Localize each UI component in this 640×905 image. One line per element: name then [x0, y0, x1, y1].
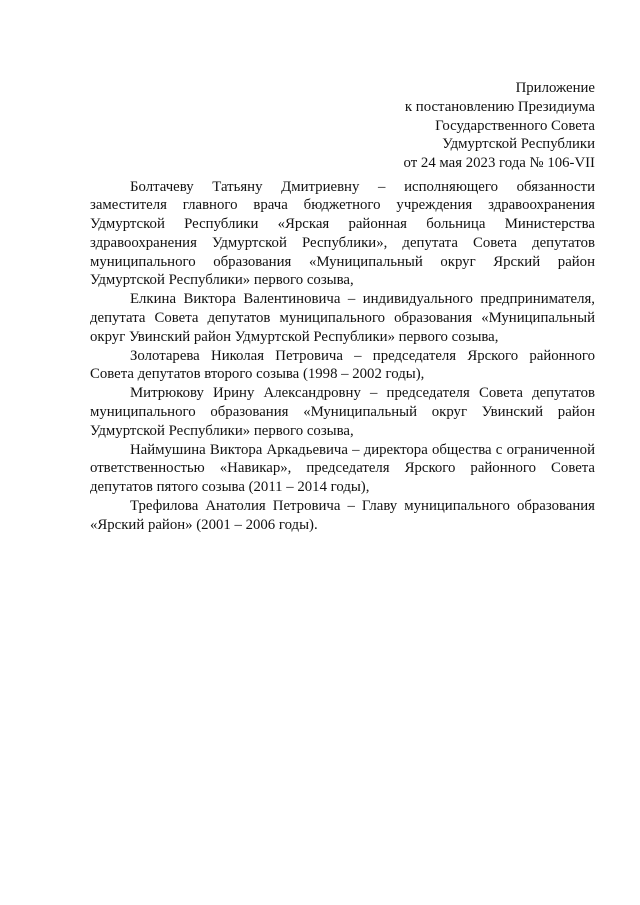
header-line-republic: Удмуртской Республики: [442, 136, 595, 153]
paragraph-elkin: Елкина Виктора Валентиновича – индивидуального предпринимателя, депутата Совета депутатов муниципального образования «Муниципальный округ Увинский район Удмуртской Республики» первого созыва,: [90, 291, 595, 345]
appendix-header: [335, 79, 595, 173]
paragraph-zolotarev: Золотарева Николая Петровича – председателя Ярского районного Совета депутатов второго созыва (1998 – 2002 годы),: [90, 347, 595, 383]
paragraph-trefilov: Трефилова Анатолия Петровича – Главу муниципального образования «Ярский район» (2001 – 2006 годы).: [90, 498, 595, 533]
header-line-date-number: от 24 мая 2023 года № 106-VII: [403, 155, 595, 172]
paragraph-boltacheva: Болтачеву Татьяну Дмитриевну – исполняющего обязанности заместителя главного врача бюджетного учреждения здравоохранения Удмуртской Республики «Ярская районная больница Министерства здравоохранения Удмуртской Республики», депутата Совета депутатов муниципального образования «Муниципальный округ Ярский район Удмуртской Республики» первого созыва,: [90, 178, 595, 289]
paragraph-mitryukova: Митрюкову Ирину Александровну – председателя Совета депутатов муниципального образования «Муниципальный округ Увинский район Удмуртской Республики» первого созыва,: [90, 385, 595, 439]
header-line-appendix: Приложение: [515, 80, 595, 96]
header-line-resolution: к постановлению Президиума: [404, 98, 595, 115]
document-body: [90, 178, 595, 535]
header-line-state-council: Государственного Совета: [435, 117, 595, 134]
paragraph-naymushin: Наймушина Виктора Аркадьевича – директора общества с ограниченной ответственностью «Навикар», председателя Ярского районного Совета депутатов пятого созыва (2011 – 2014 годы),: [90, 441, 595, 496]
